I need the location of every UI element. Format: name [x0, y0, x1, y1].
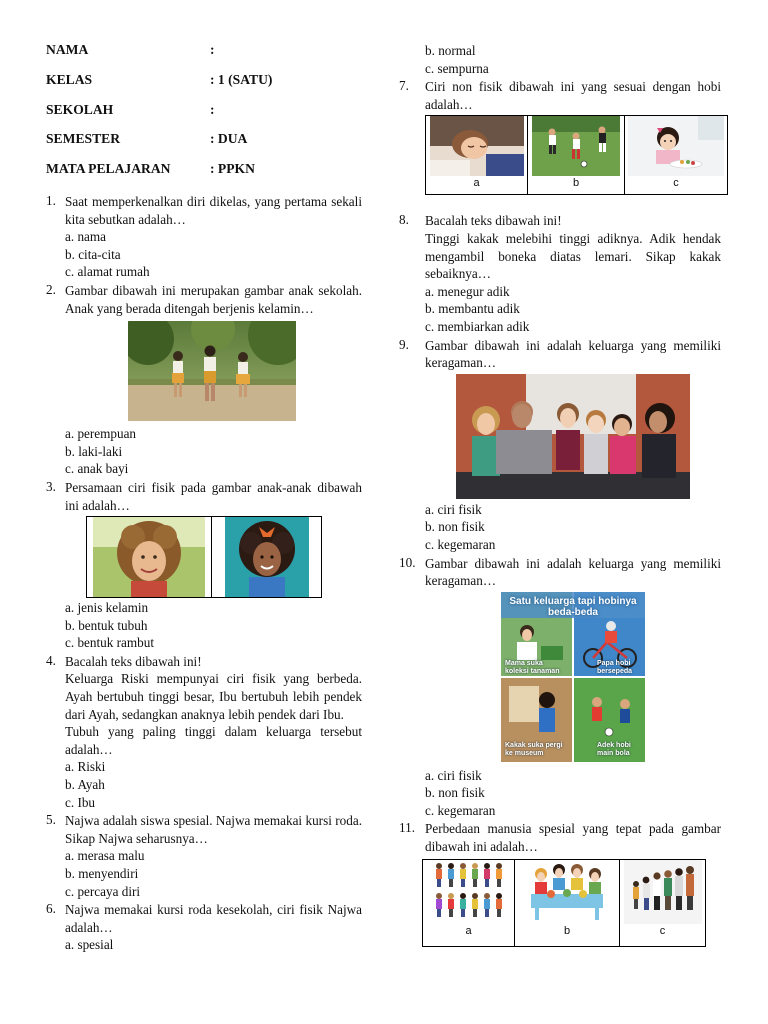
option-c[interactable]: c. bentuk rambut: [65, 635, 154, 651]
question-text: Gambar dibawah ini adalah keluarga yang memiliki keragaman…: [425, 555, 721, 589]
header-value: : PPKN: [210, 161, 255, 177]
question-9: [399, 337, 721, 554]
question-1: [46, 193, 362, 281]
reading-paragraph: Keluarga Riski mempunyai ciri fisik yang berbeda. Ayah bertubuh tinggi besar, Ibu bertubuh lebih pendek dari Ayah, sedangkan anaknya lebih pendek dari Ibu.: [65, 671, 362, 722]
choice-c[interactable]: [620, 860, 705, 946]
header-label: SEKOLAH: [46, 101, 114, 117]
choice-b[interactable]: [528, 116, 625, 194]
curly-hair-boy-photo: [93, 517, 205, 597]
question-text: Bacalah teks dibawah ini!: [65, 653, 202, 669]
question-number: 3.: [46, 478, 56, 494]
header-label: NAMA: [46, 42, 89, 57]
option-a[interactable]: a. spesial: [65, 937, 114, 953]
children-lineup-photo: [624, 860, 702, 924]
child-eating-photo: [628, 116, 724, 176]
question-number: 11.: [399, 820, 415, 836]
header-row-nama: [46, 42, 362, 72]
option-a[interactable]: a. ciri fisik: [425, 501, 482, 517]
question-text: Saat memperkenalkan diri dikelas, yang pertama sekali kita sebutkan adalah…: [65, 193, 362, 227]
diverse-family-photo: [456, 374, 690, 499]
choice-a[interactable]: [423, 860, 515, 946]
option-c[interactable]: c. membiarkan adik: [425, 318, 530, 334]
option-a[interactable]: a. merasa malu: [65, 848, 145, 864]
left-column: [46, 42, 362, 954]
children-playing-football-photo: [532, 116, 620, 176]
question-number: 9.: [399, 336, 409, 352]
question-number: 4.: [46, 652, 56, 668]
question-number: 7.: [399, 78, 409, 94]
option-c[interactable]: c. anak bayi: [65, 461, 129, 477]
choice-label: c: [659, 924, 666, 937]
question-10: [399, 555, 721, 820]
children-at-table-illustration: [525, 860, 609, 924]
question-text: Persamaan ciri fisik pada gambar anak-anak dibawah ini adalah…: [65, 479, 362, 513]
question-8: [399, 212, 721, 335]
student-info-header: [46, 42, 362, 191]
header-row-sekolah: [46, 102, 362, 132]
question-text: Perbedaan manusia spesial yang tepat pada gambar dibawah ini adalah…: [425, 821, 721, 855]
question-2: [46, 282, 362, 478]
question-4: [46, 653, 362, 811]
option-c[interactable]: c. Ibu: [65, 794, 96, 810]
family-hobbies-collage: [501, 592, 645, 762]
header-value: :: [210, 42, 215, 57]
option-b[interactable]: b. membantu adik: [425, 301, 520, 317]
option-b[interactable]: b. non fisik: [425, 519, 485, 535]
question-11: [399, 820, 721, 946]
right-column: [399, 42, 721, 947]
option-c[interactable]: c. alamat rumah: [65, 264, 150, 280]
question-text: Najwa memakai kursi roda kesekolah, ciri fisik Najwa adalah…: [65, 902, 362, 935]
group-of-people-illustration: [429, 860, 509, 924]
question-number: 2.: [46, 281, 56, 297]
option-b[interactable]: b. menyendiri: [65, 866, 139, 882]
option-a[interactable]: a. Riski: [65, 759, 106, 775]
question-7: [399, 78, 721, 195]
sleeping-child-photo: [430, 116, 524, 176]
choice-label: a: [465, 924, 472, 937]
collage-banner-title: Satu keluarga tapi hobinya beda-beda: [509, 595, 637, 618]
option-b[interactable]: b. non fisik: [425, 785, 485, 801]
question-text: Najwa adalah siswa spesial. Najwa memakai kursi roda. Sikap Najwa seharusnya…: [65, 813, 362, 846]
option-a[interactable]: a. ciri fisik: [425, 767, 482, 783]
question-5: [46, 812, 362, 900]
question-prompt: Tubuh yang paling tinggi dalam keluarga tersebut adalah…: [65, 724, 362, 757]
school-children-photo: [128, 321, 296, 421]
header-label: SEMESTER: [46, 131, 121, 147]
question-text: Bacalah teks dibawah ini!: [425, 213, 562, 229]
option-b[interactable]: b. cita-cita: [65, 246, 121, 262]
choice-label: c: [673, 177, 679, 190]
hobby-photo-choices: [425, 115, 728, 195]
caption-papa: Papa hobi bersepeda: [597, 659, 633, 675]
photo-cell-2: [212, 517, 321, 597]
curly-hair-girl-photo: [225, 517, 309, 597]
option-a[interactable]: a. nama: [65, 229, 107, 245]
reading-paragraph: Tinggi kakak melebihi tinggi adiknya. Adik hendak mengambil boneka diatas lemari. Sikap kakak sebaiknya…: [425, 230, 721, 282]
question-6: [46, 901, 362, 954]
choice-c[interactable]: [625, 116, 727, 194]
header-row-kelas: [46, 72, 362, 102]
choice-b[interactable]: [515, 860, 620, 946]
option-b[interactable]: b. bentuk tubuh: [65, 617, 148, 633]
header-value: : DUA: [210, 131, 248, 147]
option-c[interactable]: c. sempurna: [425, 60, 489, 76]
question-6-continued: [399, 42, 721, 77]
option-a[interactable]: a. perempuan: [65, 426, 137, 442]
option-c[interactable]: c. kegemaran: [425, 536, 496, 552]
question-number: 10.: [399, 554, 416, 570]
option-c[interactable]: c. percaya diri: [65, 883, 141, 899]
option-b[interactable]: b. normal: [425, 43, 476, 58]
option-a[interactable]: a. jenis kelamin: [65, 600, 149, 616]
header-label: KELAS: [46, 71, 93, 87]
header-row-mata-pelajaran: [46, 161, 362, 191]
header-label: MATA PELAJARAN: [46, 161, 171, 177]
question-text: Gambar dibawah ini merupakan gambar anak sekolah. Anak yang berada ditengah berjenis kelamin…: [65, 282, 362, 316]
question-text: Gambar dibawah ini adalah keluarga yang memiliki keragaman…: [425, 337, 721, 371]
choice-a[interactable]: [426, 116, 528, 194]
option-b[interactable]: b. laki-laki: [65, 443, 123, 459]
question-number: 6.: [46, 901, 56, 917]
option-a[interactable]: a. menegur adik: [425, 283, 510, 299]
question-number: 8.: [399, 212, 409, 228]
header-value: :: [210, 101, 215, 117]
curly-hair-children-photos: [86, 516, 322, 598]
option-c[interactable]: c. kegemaran: [425, 802, 496, 818]
special-people-choices: [422, 859, 706, 947]
choice-label: b: [563, 924, 571, 937]
caption-adek: Adek hobi main bola: [597, 741, 631, 757]
photo-cell-1: [87, 517, 212, 597]
question-number: 1.: [46, 192, 56, 208]
question-text: Ciri non fisik dibawah ini yang sesuai dengan hobi adalah…: [425, 79, 721, 112]
choice-label: a: [473, 177, 480, 190]
question-number: 5.: [46, 812, 56, 828]
option-b[interactable]: b. Ayah: [65, 777, 105, 793]
caption-mama: Mama suka koleksi tanaman: [505, 659, 560, 675]
caption-kakak: Kakak suka pergi ke museum: [505, 741, 563, 757]
header-row-semester: [46, 131, 362, 161]
question-3: [46, 479, 362, 652]
header-value: : 1 (SATU): [210, 71, 273, 87]
choice-label: b: [572, 177, 580, 190]
